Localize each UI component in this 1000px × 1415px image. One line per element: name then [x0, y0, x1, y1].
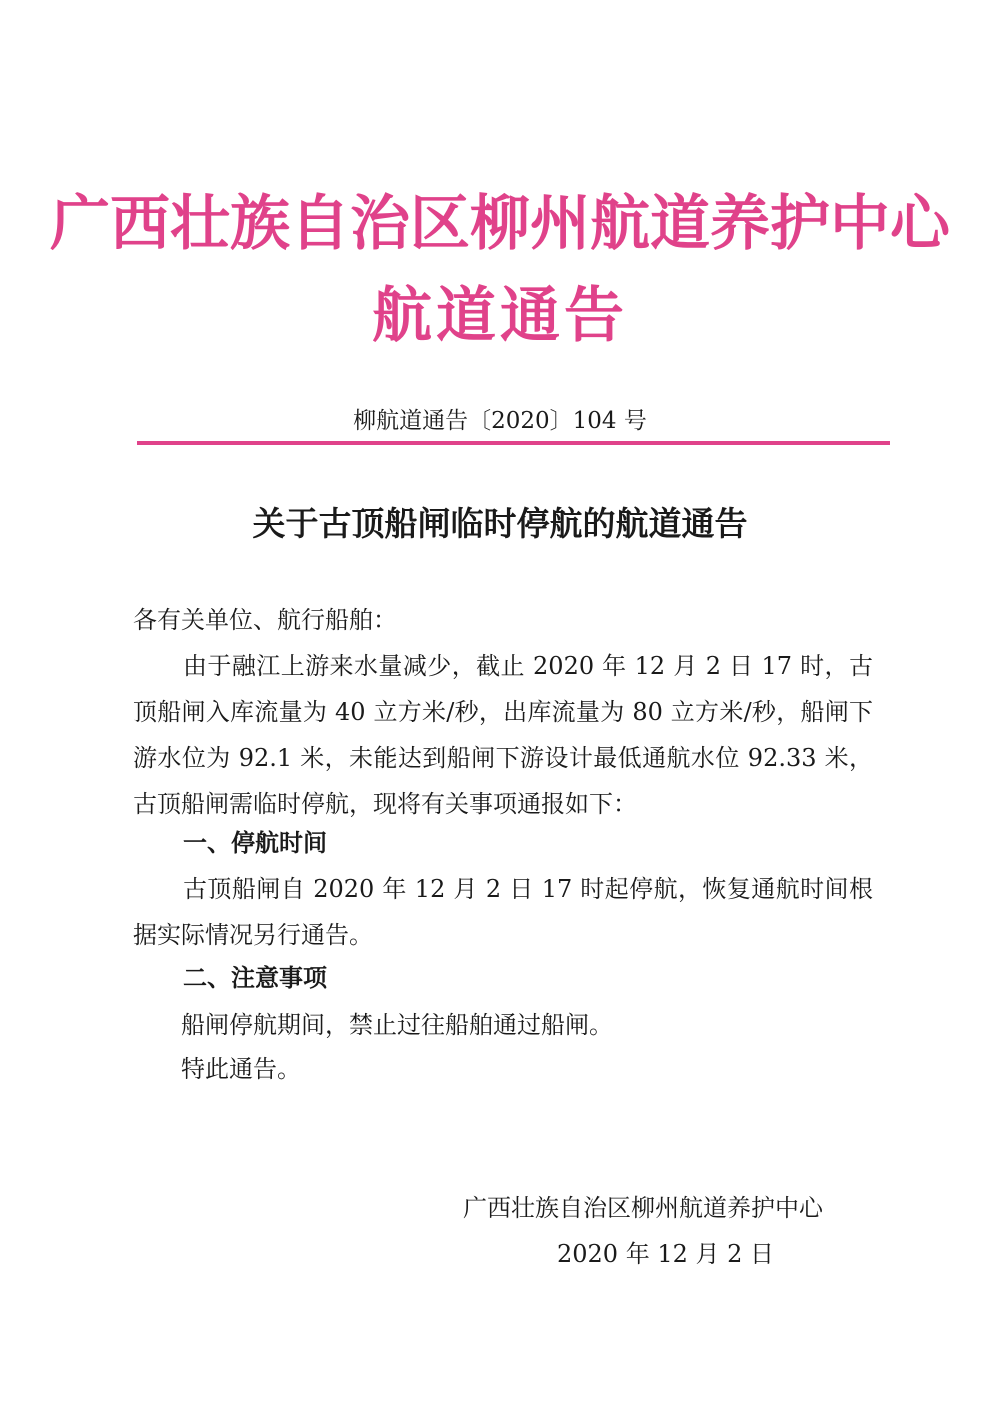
document-number: 柳航道通告〔2020〕104 号	[353, 408, 647, 434]
section-heading-suspension-time: 一、停航时间	[183, 829, 327, 857]
salutation: 各有关单位、航行船舶：	[133, 606, 397, 634]
body-paragraph-suspension-time: 古顶船闸自 2020 年 12 月 2 日 17 时起停航，恢复通航时间根据实际情况另行通告。	[133, 875, 873, 949]
document-type-header: 航道通告	[372, 281, 628, 351]
section-heading-precautions: 二、注意事项	[183, 964, 327, 992]
body-paragraph-precautions: 船闸停航期间，禁止过往船舶通过船闸。	[181, 1011, 613, 1039]
signature-date: 2020 年 12 月 2 日	[557, 1240, 775, 1268]
closing-statement: 特此通告。	[181, 1055, 301, 1083]
notice-title: 关于古顶船闸临时停航的航道通告	[252, 504, 748, 543]
signature-organization: 广西壮族自治区柳州航道养护中心	[463, 1194, 823, 1222]
header-divider-line	[137, 441, 890, 445]
body-paragraph-intro: 由于融江上游来水量减少，截止 2020 年 12 月 2 日 17 时，古顶船闸入库流量为 40 立方米/秒，出库流量为 80 立方米/秒，船闸下游水位为 92.1 米，未能达到船闸下游设计最低通航水位 92.33 米，古顶船闸需临时停航，现将有关事项通报如下：	[133, 652, 873, 818]
issuing-organization-header: 广西壮族自治区柳州航道养护中心	[50, 189, 950, 259]
